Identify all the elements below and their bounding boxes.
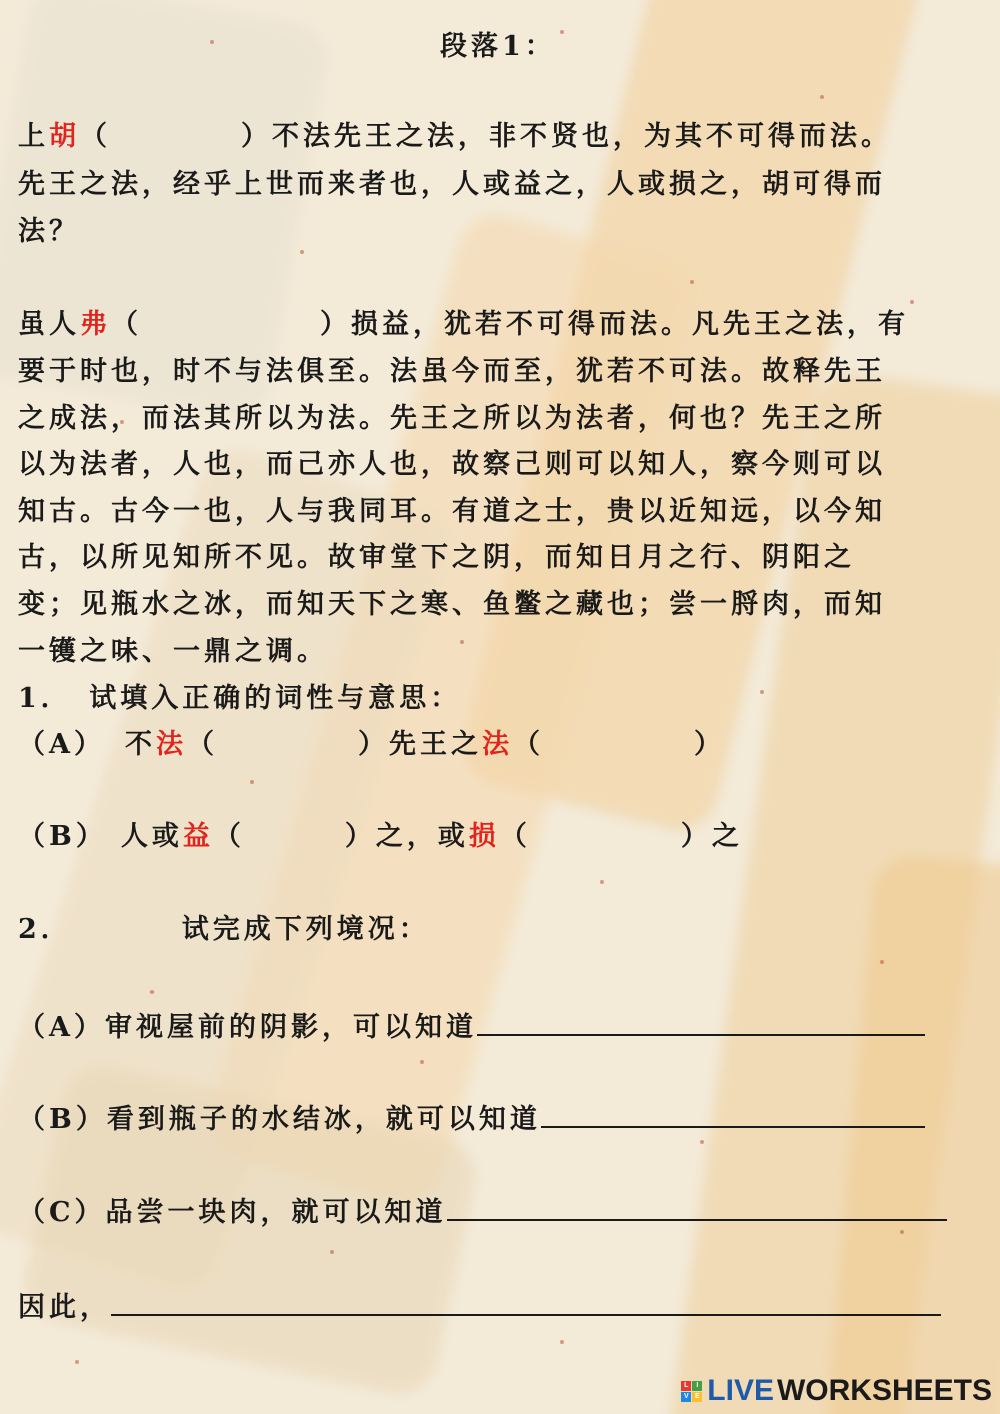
passage2-line6: 古，以所见知所不见。故审堂下之阴，而知日月之行、阴阳之 [18, 542, 855, 573]
answer-line-conclusion[interactable] [111, 1288, 941, 1316]
highlight-yi: 益 [182, 821, 214, 852]
logo-text-worksheets: WORKSHEETS [776, 1374, 992, 1407]
answer-line-c[interactable] [447, 1193, 947, 1221]
passage2-line5: 知古。古今一也，人与我同耳。有道之士，贵以近知远，以今知 [18, 496, 886, 527]
logo-squares-icon: L I V E [681, 1381, 702, 1402]
passage1-line1: 上胡（ ）不法先王之法，非不贤也，为其不可得而法。 [18, 121, 892, 152]
highlight-fu: 弗 [80, 309, 111, 340]
answer-line-b[interactable] [541, 1100, 925, 1128]
conclusion: 因此， [18, 1288, 941, 1325]
question1-b: （B） 人或益（ ）之，或损（ ）之 [18, 821, 743, 852]
passage1-line2: 先王之法，经乎上世而来者也，人或益之，人或损之，胡可得而 [18, 169, 886, 200]
question2-b: （B）看到瓶子的水结冰，就可以知道 [18, 1100, 925, 1137]
passage2-line1: 虽人弗（ ）损益，犹若不可得而法。凡先王之法，有 [18, 309, 909, 340]
question2-c: （C）品尝一块肉，就可以知道 [18, 1193, 947, 1230]
passage2-line8: 一镬之味、一鼎之调。 [18, 636, 328, 667]
section-title: 段落1： [440, 31, 556, 62]
question1-a: （A） 不法（ ）先王之法（ ） [18, 729, 725, 760]
answer-line-a[interactable] [477, 1008, 925, 1036]
passage2-line2: 要于时也，时不与法俱至。法虽今而至，犹若不可法。故释先王 [18, 356, 886, 387]
highlight-fa-1: 法 [155, 729, 187, 760]
liveworksheets-logo [681, 1374, 992, 1408]
highlight-hu: 胡 [49, 121, 80, 152]
question2-heading: 2． 试完成下列境况： [18, 914, 430, 945]
question2-a: （A）审视屋前的阴影，可以知道 [18, 1008, 925, 1045]
highlight-sun: 损 [468, 821, 500, 852]
passage2-line3: 之成法，而法其所以为法。先王之所以为法者，何也？先王之所 [18, 403, 886, 434]
question1-heading: 1． 试填入正确的词性与意思： [18, 683, 462, 714]
logo-text-live: LIVE [707, 1374, 774, 1407]
passage2-line7: 变；见瓶水之冰，而知天下之寒、鱼鳖之藏也；尝一脟肉，而知 [18, 589, 886, 620]
highlight-fa-2: 法 [481, 729, 513, 760]
passage2-line4: 以为法者，人也，而己亦人也，故察己则可以知人，察今则可以 [18, 449, 886, 480]
passage1-line3: 法？ [18, 216, 80, 247]
